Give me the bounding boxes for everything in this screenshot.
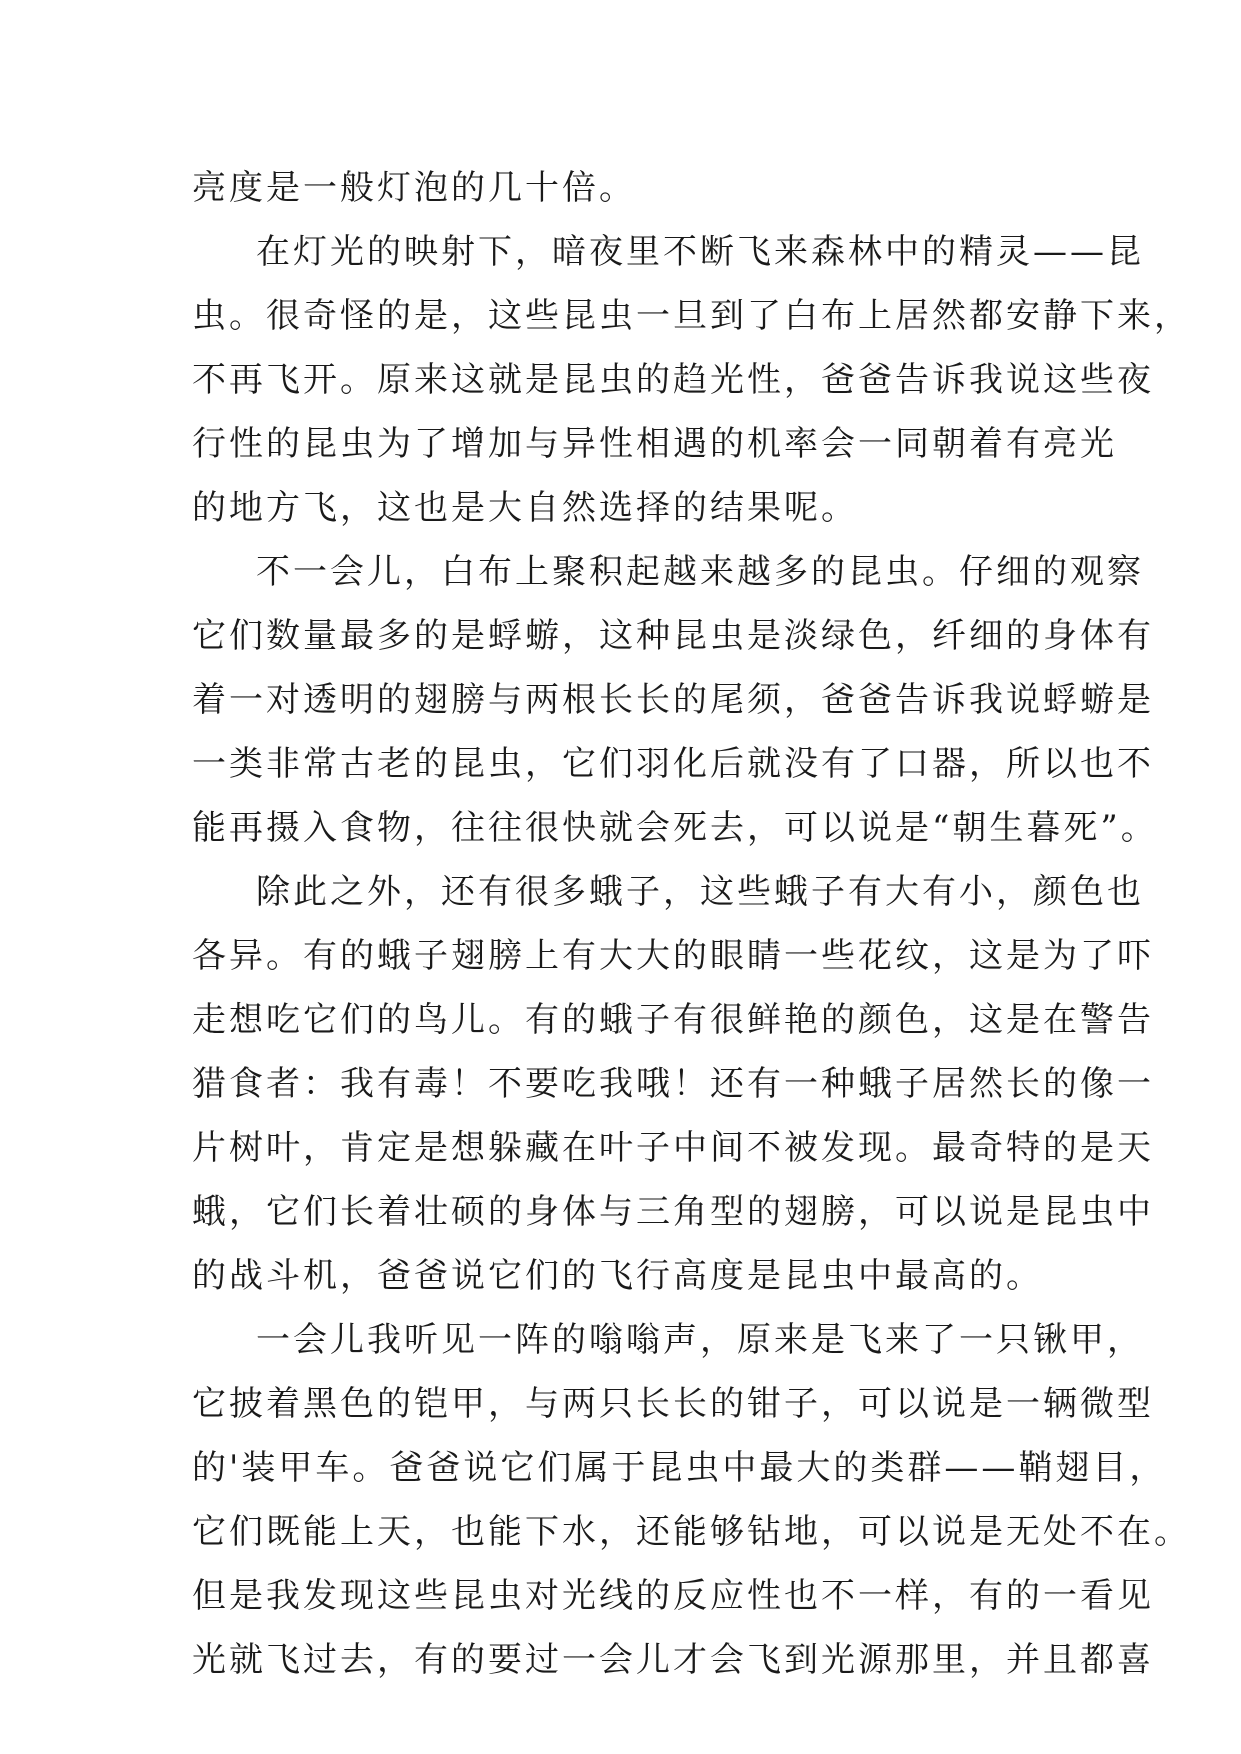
text-line: 虫。很奇怪的是，这些昆虫一旦到了白布上居然都安静下来， bbox=[192, 296, 1191, 336]
text-line: 蛾，它们长着壮硕的身体与三角型的翅膀，可以说是昆虫中 bbox=[192, 1192, 1154, 1232]
text-line: 光就飞过去，有的要过一会儿才会飞到光源那里，并且都喜 bbox=[192, 1640, 1154, 1680]
text-line: 在灯光的映射下，暗夜里不断飞来森林中的精灵——昆 bbox=[256, 232, 1144, 272]
text-line: 不再飞开。原来这就是昆虫的趋光性，爸爸告诉我说这些夜 bbox=[192, 360, 1154, 400]
text-line: 它们既能上天，也能下水，还能够钻地，可以说是无处不在。 bbox=[192, 1512, 1191, 1552]
text-line: 一会儿我听见一阵的嗡嗡声，原来是飞来了一只锹甲， bbox=[256, 1320, 1144, 1360]
text-line: 亮度是一般灯泡的几十倍。 bbox=[192, 168, 636, 208]
text-line: 不一会儿，白布上聚积起越来越多的昆虫。仔细的观察 bbox=[256, 552, 1144, 592]
text-line: 能再摄入食物，往往很快就会死去，可以说是“朝生暮死”。 bbox=[192, 808, 1158, 848]
text-line: 片树叶，肯定是想躲藏在叶子中间不被发现。最奇特的是天 bbox=[192, 1128, 1154, 1168]
text-line: 它们数量最多的是蜉蝣，这种昆虫是淡绿色，纤细的身体有 bbox=[192, 616, 1154, 656]
text-line: 走想吃它们的鸟儿。有的蛾子有很鲜艳的颜色，这是在警告 bbox=[192, 1000, 1154, 1040]
text-line: 的战斗机，爸爸说它们的飞行高度是昆虫中最高的。 bbox=[192, 1256, 1043, 1296]
text-line: 猎食者：我有毒！不要吃我哦！还有一种蛾子居然长的像一 bbox=[192, 1064, 1154, 1104]
text-line: 着一对透明的翅膀与两根长长的尾须，爸爸告诉我说蜉蝣是 bbox=[192, 680, 1154, 720]
text-line: 除此之外，还有很多蛾子，这些蛾子有大有小，颜色也 bbox=[256, 872, 1144, 912]
text-line: 行性的昆虫为了增加与异性相遇的机率会一同朝着有亮光 bbox=[192, 424, 1117, 464]
body-text bbox=[192, 156, 1191, 1692]
text-line: 但是我发现这些昆虫对光线的反应性也不一样，有的一看见 bbox=[192, 1576, 1154, 1616]
text-line: 一类非常古老的昆虫，它们羽化后就没有了口器，所以也不 bbox=[192, 744, 1154, 784]
text-line: 各异。有的蛾子翅膀上有大大的眼睛一些花纹，这是为了吓 bbox=[192, 936, 1154, 976]
text-line: 的地方飞，这也是大自然选择的结果呢。 bbox=[192, 488, 858, 528]
text-line: 它披着黑色的铠甲，与两只长长的钳子，可以说是一辆微型 bbox=[192, 1384, 1154, 1424]
text-line: 的'装甲车。爸爸说它们属于昆虫中最大的类群——鞘翅目， bbox=[192, 1448, 1167, 1488]
